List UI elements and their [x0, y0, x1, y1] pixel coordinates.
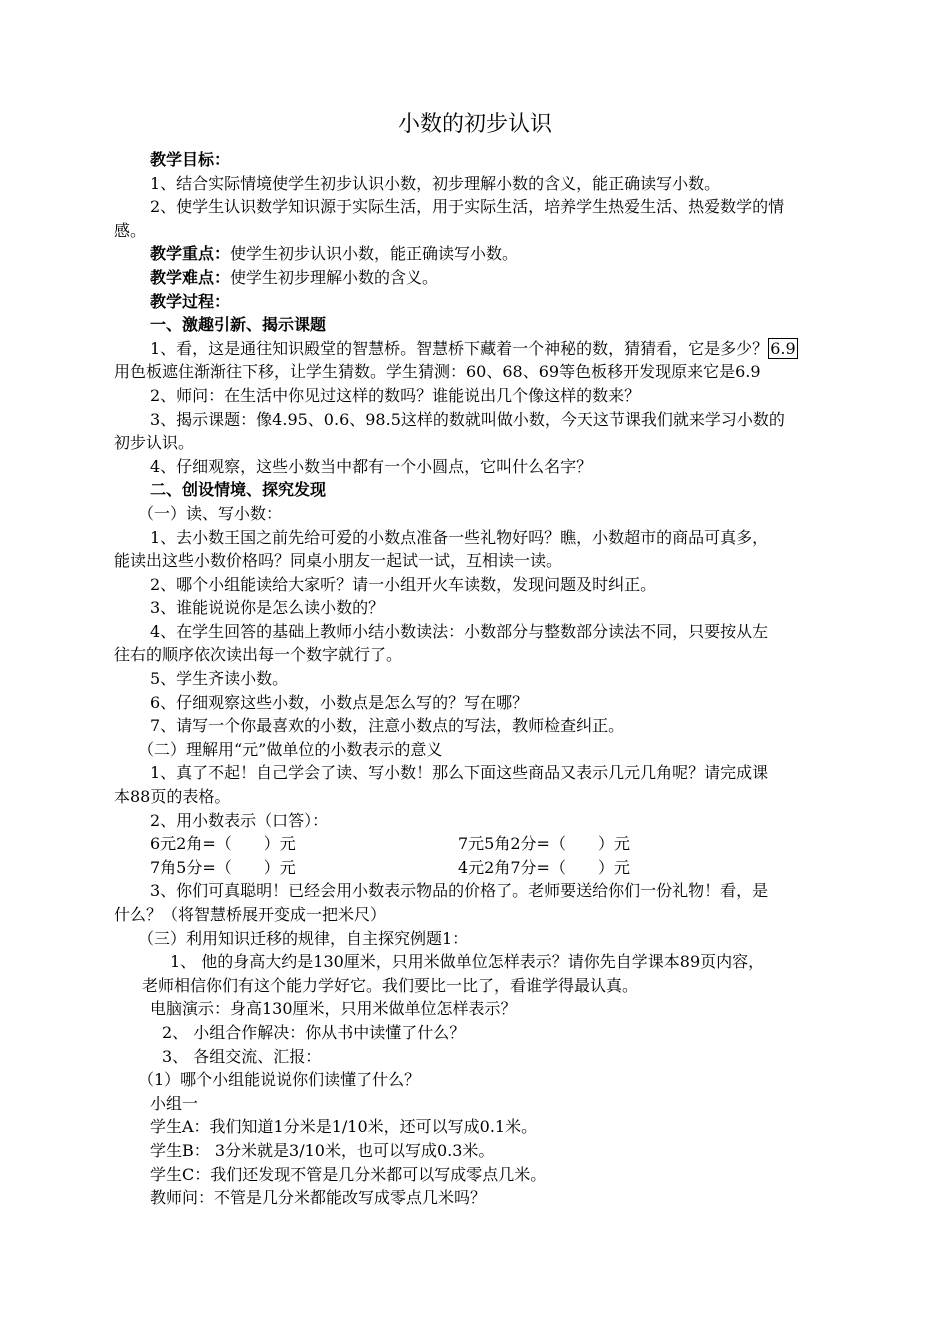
key-point-text: 使学生初步认识小数，能正确读写小数。 [230, 244, 519, 264]
exercise-item: 6元2角=（ ）元 [150, 834, 296, 854]
exercise-row [114, 856, 884, 880]
subsection-heading: （二）理解用“元”做单位的小数表示的意义 [138, 739, 443, 759]
paragraph: 感。 [114, 220, 147, 240]
paragraph: 什么？（将智慧桥展开变成一把米尺） [114, 905, 387, 924]
paragraph: 2、 小组合作解决：你从书中读懂了什么？ [162, 1022, 466, 1042]
paragraph: 3、 各组交流、汇报： [162, 1046, 322, 1066]
paragraph [114, 337, 884, 361]
paragraph: 4、在学生回答的基础上教师小结小数读法：小数部分与整数部分读法不同，只要按从左 [150, 621, 769, 641]
paragraph: 往右的顺序依次读出每一个数字就行了。 [114, 645, 403, 665]
exercise-item: 7元5角2分=（ ）元 [458, 834, 630, 854]
paragraph: 4、仔细观察，这些小数当中都有一个小圆点，它叫什么名字？ [150, 456, 593, 476]
paragraph: 老师相信你们有这个能力学好它。我们要比一比了，看谁学得最认真。 [142, 975, 639, 995]
paragraph: 1、结合实际情境使学生初步认识小数，初步理解小数的含义，能正确读写小数。 [150, 173, 721, 193]
goals-heading: 教学目标： [150, 150, 231, 169]
paragraph-text: 1、看，这是通往知识殿堂的智慧桥。智慧桥下藏着一个神秘的数，猜猜看，它是多少？ [150, 338, 769, 358]
process-heading: 教学过程： [150, 291, 231, 311]
paragraph: 1、 他的身高大约是130厘米，只用米做单位怎样表示？请你先自学课本89页内容， [170, 952, 765, 972]
paragraph: 学生B： 3分米就是3/10米，也可以写成0.3米。 [150, 1140, 495, 1160]
paragraph: 本88页的表格。 [114, 787, 231, 807]
paragraph: 能读出这些小数价格吗？同桌小朋友一起试一试，互相读一读。 [114, 551, 563, 571]
section-heading: 二、创设情境、探究发现 [150, 480, 327, 500]
paragraph: 6、仔细观察这些小数，小数点是怎么写的？写在哪？ [150, 692, 529, 712]
exercise-item: 7角5分=（ ）元 [150, 857, 296, 877]
paragraph: 1、真了不起！自己学会了读、写小数！那么下面这些商品又表示几元几角呢？请完成课 [150, 763, 769, 783]
difficulty-label: 教学难点： [150, 267, 231, 287]
paragraph: 3、揭示课题：像4.95、0.6、98.5这样的数就叫做小数，今天这节课我们就来学习小数的 [150, 409, 785, 429]
document-title: 小数的初步认识 [397, 112, 552, 137]
paragraph: 用色板遮住渐渐往下移，让学生猜数。学生猜测：60、68、69等色板移开发现原来它是6.9 [114, 362, 761, 382]
paragraph: 学生A：我们知道1分米是1/10米，还可以写成0.1米。 [150, 1117, 538, 1137]
document-body [114, 148, 884, 1210]
paragraph: 2、用小数表示（口答）： [150, 810, 329, 830]
exercise-item: 4元2角7分=（ ）元 [458, 857, 630, 877]
paragraph: 7、请写一个你最喜欢的小数，注意小数点的写法，教师检查纠正。 [150, 716, 625, 736]
difficulty-point [114, 266, 884, 290]
paragraph: 学生C：我们还发现不管是几分米都可以写成零点几米。 [150, 1164, 547, 1184]
subsection-heading: （一）读、写小数： [138, 503, 283, 523]
paragraph: 小组一 [150, 1093, 199, 1113]
paragraph: 教师问：不管是几分米都能改写成零点几米吗？ [150, 1188, 487, 1208]
paragraph: 5、学生齐读小数。 [150, 669, 289, 689]
subsection-heading: （三）利用知识迁移的规律，自主探究例题1： [138, 928, 469, 948]
paragraph: 2、师问：在生活中你见过这样的数吗？谁能说出几个像这样的数来？ [150, 385, 641, 405]
section-heading: 一、激趣引新、揭示课题 [150, 315, 327, 335]
paragraph: 电脑演示：身高130厘米，只用米做单位怎样表示？ [150, 999, 517, 1019]
difficulty-text: 使学生初步理解小数的含义。 [230, 267, 439, 287]
paragraph: 3、你们可真聪明！已经会用小数表示物品的价格了。老师要送给你们一份礼物！看，是 [150, 881, 769, 901]
paragraph: （1）哪个小组能说说你们读懂了什么？ [138, 1070, 421, 1090]
key-point-label: 教学重点： [150, 244, 231, 264]
paragraph: 2、哪个小组能读给大家听？请一小组开火车读数，发现问题及时纠正。 [150, 574, 657, 594]
paragraph: 1、去小数王国之前先给可爱的小数点准备一些礼物好吗？瞧，小数超市的商品可真多， [150, 527, 769, 547]
paragraph: 3、谁能说说你是怎么读小数的？ [150, 598, 385, 618]
exercise-row [114, 832, 884, 856]
paragraph: 2、使学生认识数学知识源于实际生活，用于实际生活，培养学生热爱生活、热爱数学的情 [150, 197, 785, 217]
key-point [114, 242, 884, 266]
paragraph: 初步认识。 [114, 433, 195, 453]
boxed-number: 6.9 [770, 338, 796, 358]
